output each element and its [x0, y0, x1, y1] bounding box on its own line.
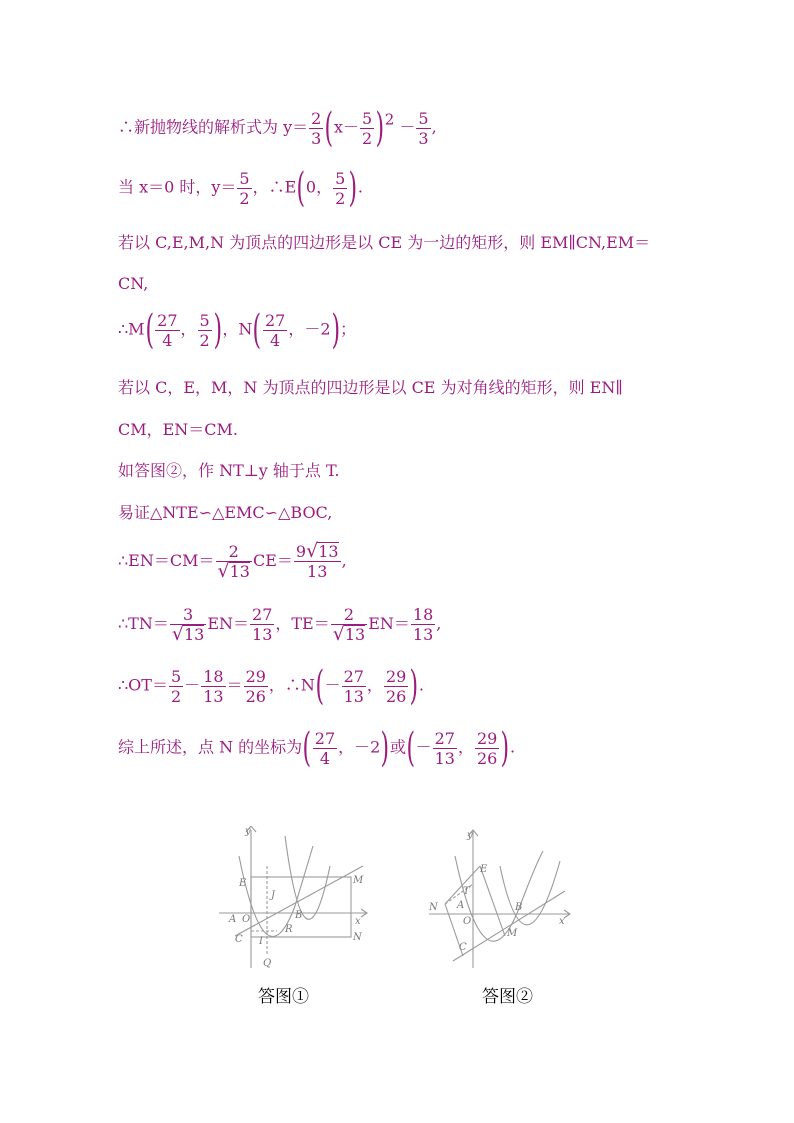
svg-text:E: E [239, 878, 247, 889]
fraction: $\frac{27}{4}$ [157, 310, 178, 350]
equation-line-1: ∴新抛物线的解析式为 y＝ $\frac{2}{3}$ (x－ $\frac{5}{2}$ )2 － $\frac{5}{3}$ , [118, 105, 437, 151]
fraction: $\frac{27}{4}$ [264, 310, 286, 350]
svg-text:M: M [507, 928, 518, 939]
svg-text:A: A [229, 914, 237, 925]
svg-text:x: x [559, 916, 565, 927]
text-line-8: 如答图②，作 NT⊥y 轴于点 T. [118, 461, 340, 480]
fraction: $\frac{9√13}{13}$ [295, 540, 339, 581]
svg-text:B: B [515, 902, 523, 913]
fraction: $\frac{3}{√13}$ [171, 605, 205, 645]
svg-text:N: N [429, 902, 438, 913]
svg-text:B: B [295, 910, 303, 921]
svg-text:x: x [355, 916, 361, 927]
fraction: $\frac{2}{√13}$ [332, 605, 366, 645]
fraction: $\frac{2}{√13}$ [217, 542, 250, 582]
fraction: $\frac{5}{2}$ [335, 168, 346, 208]
svg-text:C: C [235, 934, 243, 945]
text-line-4: CN, [118, 274, 149, 293]
fraction: $\frac{2}{3}$ [311, 108, 322, 148]
fraction: $\frac{29}{26}$ [245, 666, 266, 706]
fraction: $\frac{27}{4}$ [314, 728, 336, 768]
svg-text:O: O [242, 914, 251, 925]
equation-line-13: 综上所述，点 N 的坐标为( $\frac{27}{4}$ ，－2)或(－ $\frac{27}{13}$ ， $\frac{29}{26}$ ). [118, 725, 516, 771]
svg-text:y: y [245, 826, 251, 837]
svg-text:E: E [480, 864, 488, 875]
equation-line-2: 当 x＝0 时，y＝ $\frac{5}{2}$ ，∴E(0， $\frac{5}{2}$ ). [118, 165, 363, 211]
fraction: $\frac{29}{26}$ [476, 728, 498, 768]
svg-text:N: N [353, 932, 362, 943]
text-line-3: 若以 C,E,M,N 为顶点的四边形是以 CE 为一边的矩形，则 EM∥CN,EM＝ [118, 233, 651, 252]
answer-figure-2 [425, 826, 585, 976]
answer-figure-1 [215, 826, 375, 976]
fraction: $\frac{5}{2}$ [239, 168, 250, 208]
svg-text:y: y [467, 830, 473, 841]
fraction: $\frac{5}{2}$ [199, 310, 210, 350]
svg-text:T: T [463, 886, 470, 897]
equation-line-11: ∴TN＝ $\frac{3}{√13}$ EN＝ $\frac{27}{13}$ ，TE＝ $\frac{2}{√13}$ EN＝ $\frac{18}{13}$ , [118, 605, 442, 645]
fraction: $\frac{5}{2}$ [361, 108, 373, 148]
fraction: $\frac{27}{13}$ [343, 666, 364, 706]
fraction: $\frac{29}{26}$ [385, 666, 407, 706]
equation-line-12: ∴OT＝ $\frac{5}{2}$ － $\frac{18}{13}$ ＝ $\frac{29}{26}$ ，∴N(－ $\frac{27}{13}$ ， $\frac{29}{26}$ ). [118, 663, 424, 709]
equation-line-5: ∴M( $\frac{27}{4}$ ， $\frac{5}{2}$ )，N( $\frac{27}{4}$ ，－2)； [118, 307, 357, 353]
text-line-6: 若以 C，E，M，N 为顶点的四边形是以 CE 为对角线的矩形，则 EN∥ [118, 378, 623, 397]
svg-text:J: J [271, 890, 276, 901]
svg-text:R: R [285, 924, 293, 935]
figure-1-caption: 答图① [258, 987, 309, 1007]
svg-text:I: I [259, 936, 263, 947]
svg-text:M: M [353, 875, 364, 886]
fraction: $\frac{5}{3}$ [418, 108, 429, 148]
svg-text:C: C [459, 942, 467, 953]
fraction: $\frac{27}{13}$ [252, 605, 273, 644]
text-line-7: CM，EN＝CM. [118, 420, 239, 439]
svg-text:O: O [463, 916, 472, 927]
fraction: $\frac{18}{13}$ [412, 605, 434, 644]
text-line-9: 易证△NTE∽△EMC∽△BOC, [118, 503, 333, 522]
svg-text:A: A [457, 900, 465, 911]
fraction: $\frac{18}{13}$ [203, 666, 224, 706]
svg-text:Q: Q [263, 958, 272, 969]
figure-2-caption: 答图② [482, 987, 533, 1007]
equation-line-10: ∴EN＝CM＝ $\frac{2}{√13}$ CE＝ $\frac{9√13}{13}$ , [118, 540, 347, 582]
fraction: $\frac{27}{13}$ [434, 728, 455, 768]
fraction: $\frac{5}{2}$ [170, 666, 182, 706]
